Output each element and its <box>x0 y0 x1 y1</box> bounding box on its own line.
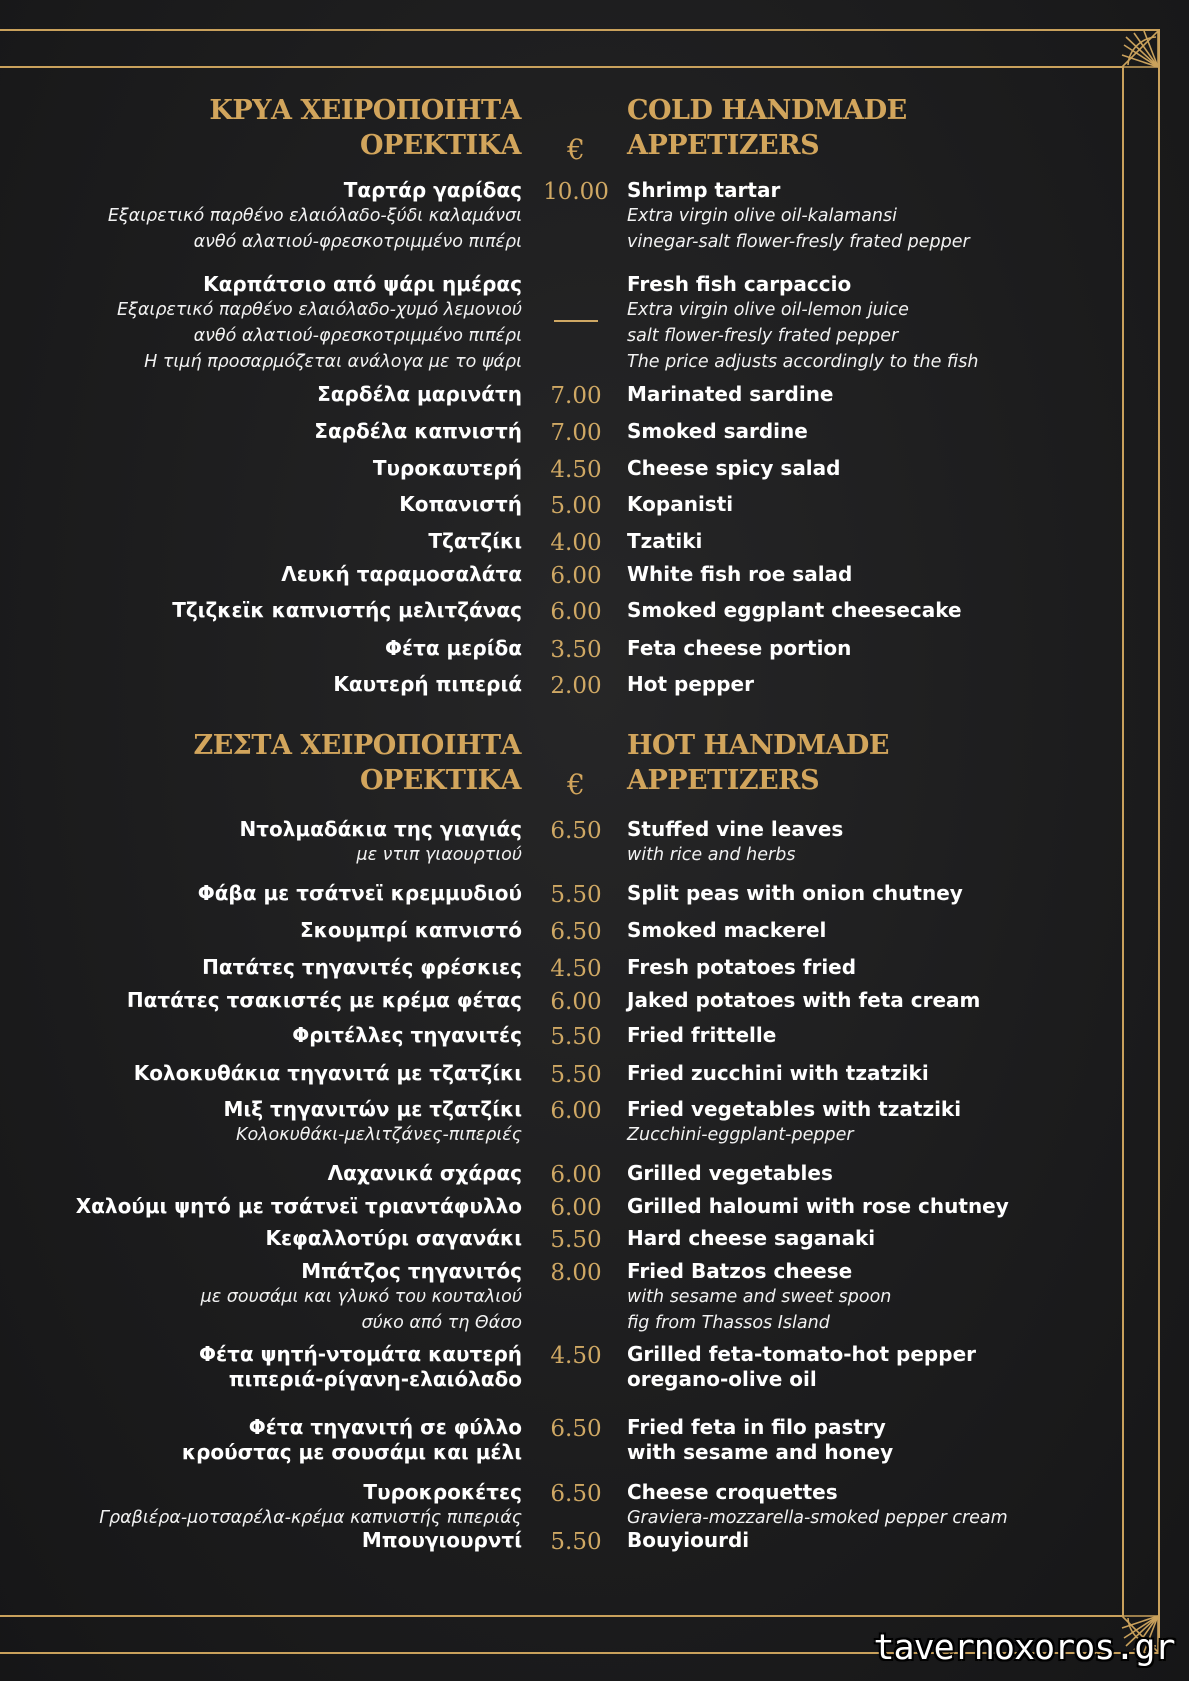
item-name-english: Kopanisti <box>627 492 734 516</box>
item-description-english: salt flower-fresly frated pepper <box>627 326 899 346</box>
english-text <box>627 1194 1009 1219</box>
item-price: 4.50 <box>550 457 602 483</box>
item-name-greek: Φέτα τηγανιτή σε φύλλο <box>248 1415 522 1439</box>
item-price: 4.00 <box>550 530 602 556</box>
item-name-greek: Λευκή ταραμοσαλάτα <box>281 562 522 586</box>
item-description-english: Extra virgin olive oil-lemon juice <box>627 300 909 320</box>
item-name-greek: Φάβα με τσάτνεϊ κρεμμυδιού <box>197 881 522 905</box>
english-text <box>627 1226 875 1251</box>
english-text <box>627 419 808 444</box>
greek-text <box>300 918 522 943</box>
item-description-english: Extra virgin olive oil-kalamansi <box>627 206 897 226</box>
greek-text <box>134 1061 522 1086</box>
item-price: 7.00 <box>550 383 602 409</box>
item-price: 6.50 <box>550 1416 602 1442</box>
item-name-greek: Τζιζκεϊκ καπνιστής μελιτζάνας <box>172 598 522 622</box>
currency-symbol: € <box>567 133 585 166</box>
item-price: 6.00 <box>550 1195 602 1221</box>
item-name-greek: Σκουμπρί καπνιστό <box>300 918 522 942</box>
item-name-greek: Μπάτζος τηγανιτός <box>301 1259 522 1283</box>
frame-top-outer <box>0 29 1160 31</box>
greek-text <box>328 1161 522 1186</box>
english-text <box>627 382 834 407</box>
title-line: COLD HANDMADE <box>627 95 907 126</box>
currency-symbol: € <box>567 768 585 801</box>
item-name-english: Cheese spicy salad <box>627 456 841 480</box>
item-name-greek: Τυροκαυτερή <box>372 456 522 480</box>
english-text <box>627 918 826 943</box>
greek-text <box>317 382 522 407</box>
item-name-english: White fish roe salad <box>627 562 853 586</box>
item-description-greek: ανθό αλατιού-φρεσκοτριμμένο πιπέρι <box>193 232 522 252</box>
item-description-english: The price adjusts accordingly to the fish <box>627 352 979 372</box>
english-text <box>627 272 978 375</box>
item-name-english: Fresh fish carpaccio <box>627 272 852 296</box>
item-price: 6.00 <box>550 563 602 589</box>
item-price: 4.50 <box>550 1343 602 1369</box>
item-name-greek: Μιξ τηγανιτών με τζατζίκι <box>223 1097 522 1121</box>
english-text <box>627 178 970 255</box>
section-title-greek <box>209 93 521 163</box>
item-name-english: Tzatiki <box>627 529 703 553</box>
title-line: HOT HANDMADE <box>627 730 889 761</box>
greek-text <box>362 1528 522 1553</box>
greek-text <box>399 492 522 517</box>
greek-text <box>108 178 522 255</box>
item-description-english: Graviera-mozzarella-smoked pepper cream <box>627 1508 1008 1528</box>
item-name-greek: Καυτερή πιπεριά <box>333 672 522 696</box>
item-name-greek: Πατάτες τηγανιτές φρέσκιες <box>202 955 522 979</box>
item-description-english: fig from Thassos Island <box>627 1313 830 1333</box>
item-price: 2.00 <box>550 673 602 699</box>
item-name-english: Cheese croquettes <box>627 1480 838 1504</box>
item-price: 4.50 <box>550 956 602 982</box>
item-name-greek: Μπουγιουρντί <box>361 1528 522 1552</box>
greek-text <box>199 1342 522 1392</box>
greek-text <box>172 598 522 623</box>
english-text <box>627 1023 776 1048</box>
item-description-greek: Γραβιέρα-μοτσαρέλα-κρέμα καπνιστής πιπεριάς <box>99 1508 522 1528</box>
item-name-english: Hot pepper <box>627 672 754 696</box>
item-name-english: Fresh potatoes fried <box>627 955 857 979</box>
title-line: ΖΕΣΤΑ ΧΕΙΡΟΠΟΙΗΤΑ <box>193 730 521 761</box>
english-text <box>627 1342 976 1392</box>
item-name-greek: κρούστας με σουσάμι και μέλι <box>181 1440 522 1464</box>
item-name-greek: Τυροκροκέτες <box>363 1480 522 1504</box>
item-price: 6.00 <box>550 599 602 625</box>
greek-text <box>314 419 522 444</box>
item-description-greek: με σουσάμι και γλυκό του κουταλιού <box>200 1287 522 1307</box>
item-name-english: Feta cheese portion <box>627 636 852 660</box>
greek-text <box>333 672 522 697</box>
english-text <box>627 1061 929 1086</box>
item-name-english: Grilled feta-tomato-hot pepper <box>627 1342 976 1366</box>
item-description-english: vinegar-salt flower-fresly frated pepper <box>627 232 970 252</box>
item-price: 6.50 <box>550 919 602 945</box>
item-price: 6.00 <box>550 989 602 1015</box>
item-name-english: Smoked sardine <box>627 419 808 443</box>
item-name-greek: Σαρδέλα μαρινάτη <box>317 382 522 406</box>
item-description-greek: ανθό αλατιού-φρεσκοτριμμένο πιπέρι <box>193 326 522 346</box>
english-text <box>627 1161 833 1186</box>
item-name-english: Smoked mackerel <box>627 918 827 942</box>
greek-text <box>201 1259 522 1336</box>
item-description-greek: σύκο από τη Θάσο <box>361 1313 522 1333</box>
frame-right-outer <box>1158 29 1160 1654</box>
item-price: 6.50 <box>550 818 602 844</box>
section-title-english <box>627 728 889 798</box>
greek-text <box>428 529 522 554</box>
item-price: 5.50 <box>550 882 602 908</box>
title-line: APPETIZERS <box>627 765 820 796</box>
item-price: 5.50 <box>550 1062 602 1088</box>
item-name-greek: Πατάτες τσακιστές με κρέμα φέτας <box>126 988 522 1012</box>
frame-right-inner <box>1122 66 1124 1617</box>
item-name-greek: Ντολμαδάκια της γιαγιάς <box>239 817 522 841</box>
greek-text <box>127 988 522 1013</box>
item-name-english: Shrimp tartar <box>627 178 781 202</box>
english-text <box>627 955 856 980</box>
item-description-english: Zucchini-eggplant-pepper <box>627 1125 854 1145</box>
item-name-english: Marinated sardine <box>627 382 834 406</box>
item-name-english: oregano-olive oil <box>627 1367 817 1391</box>
item-name-english: Smoked eggplant cheesecake <box>627 598 962 622</box>
item-name-english: Fried Batzos cheese <box>627 1259 853 1283</box>
watermark: tavernoxoros.gr <box>873 1628 1175 1668</box>
item-description-greek: Εξαιρετικό παρθένο ελαιόλαδο-χυμό λεμονιού <box>117 300 522 320</box>
item-description-english: with rice and herbs <box>627 845 796 865</box>
item-name-english: Fried vegetables with tzatziki <box>627 1097 962 1121</box>
english-text <box>627 1528 749 1553</box>
title-line: APPETIZERS <box>627 130 820 161</box>
english-text <box>627 492 733 517</box>
greek-text <box>99 1480 522 1531</box>
item-name-greek: Χαλούμι ψητό με τσάτνεϊ τριαντάφυλλο <box>75 1194 522 1218</box>
item-description-greek: Εξαιρετικό παρθένο ελαιόλαδο-ξύδι καλαμάνσι <box>107 206 522 226</box>
item-name-greek: Ταρτάρ γαρίδας <box>343 178 522 202</box>
item-name-english: with sesame and honey <box>627 1440 894 1464</box>
item-name-greek: Σαρδέλα καπνιστή <box>314 419 522 443</box>
item-name-greek: Καρπάτσιο από ψάρι ημέρας <box>203 272 522 296</box>
item-price: 5.50 <box>550 1227 602 1253</box>
item-description-english: with sesame and sweet spoon <box>627 1287 892 1307</box>
title-line: ΟΡΕΚΤΙΚΑ <box>359 130 521 161</box>
english-text <box>627 1415 893 1465</box>
english-text <box>627 988 980 1013</box>
english-text <box>627 672 754 697</box>
greek-text <box>76 1194 522 1219</box>
english-text <box>627 1480 1008 1531</box>
english-text <box>627 1259 891 1336</box>
english-text <box>627 817 843 868</box>
item-price: 5.50 <box>550 1529 602 1555</box>
greek-text <box>266 1226 522 1251</box>
item-price: 5.50 <box>550 1024 602 1050</box>
item-price: 6.00 <box>550 1098 602 1124</box>
title-line: ΟΡΕΚΤΙΚΑ <box>359 765 521 796</box>
item-price: 6.00 <box>550 1162 602 1188</box>
english-text <box>627 456 840 481</box>
item-name-greek: Λαχανικά σχάρας <box>327 1161 522 1185</box>
item-price: 6.50 <box>550 1481 602 1507</box>
greek-text <box>182 1415 522 1465</box>
item-price: 10.00 <box>543 179 609 205</box>
item-name-english: Split peas with onion chutney <box>627 881 963 905</box>
greek-text <box>292 1023 522 1048</box>
english-text <box>627 529 702 554</box>
item-name-english: Jaked potatoes with feta cream <box>627 988 981 1012</box>
item-name-english: Grilled haloumi with rose chutney <box>627 1194 1009 1218</box>
item-name-greek: πιπεριά-ρίγανη-ελαιόλαδο <box>228 1367 522 1391</box>
item-name-english: Hard cheese saganaki <box>627 1226 876 1250</box>
item-name-greek: Φέτα ψητή-ντομάτα καυτερή <box>199 1342 522 1366</box>
item-name-greek: Κοπανιστή <box>399 492 522 516</box>
section-title-greek <box>194 728 522 798</box>
english-text <box>627 598 962 623</box>
greek-text <box>281 562 522 587</box>
item-name-greek: Κεφαλλοτύρι σαγανάκι <box>265 1226 522 1250</box>
item-price: 5.00 <box>550 493 602 519</box>
english-text <box>627 562 852 587</box>
greek-text <box>373 456 522 481</box>
item-description-greek: Η τιμή προσαρμόζεται ανάλογα με το ψάρι <box>144 352 522 372</box>
item-description-greek: με ντιπ γιαουρτιού <box>356 845 522 865</box>
corner-fan-top-icon <box>1120 29 1160 69</box>
english-text <box>627 881 963 906</box>
item-name-greek: Τζατζίκι <box>428 529 522 553</box>
item-name-greek: Φριτέλλες τηγανιτές <box>292 1023 522 1047</box>
section-title-english <box>627 93 907 163</box>
greek-text <box>239 817 522 868</box>
item-name-greek: Κολοκυθάκια τηγανιτά με τζατζίκι <box>133 1061 522 1085</box>
item-name-english: Grilled vegetables <box>627 1161 833 1185</box>
title-line: ΚΡΥΑ ΧΕΙΡΟΠΟΙΗΤΑ <box>209 95 521 126</box>
english-text <box>627 636 851 661</box>
greek-text <box>385 636 522 661</box>
price-dash <box>554 320 598 322</box>
greek-text <box>198 881 522 906</box>
item-description-greek: Κολοκυθάκι-μελιτζάνες-πιπεριές <box>236 1125 522 1145</box>
item-name-english: Fried feta in filo pastry <box>627 1415 886 1439</box>
item-name-english: Stuffed vine leaves <box>627 817 844 841</box>
item-price: 7.00 <box>550 420 602 446</box>
greek-text <box>202 955 522 980</box>
english-text <box>627 1097 961 1148</box>
item-price: 8.00 <box>550 1260 602 1286</box>
greek-text <box>117 272 522 375</box>
frame-top-inner <box>0 66 1124 68</box>
item-name-greek: Φέτα μερίδα <box>384 636 522 660</box>
item-price: 3.50 <box>550 637 602 663</box>
item-name-english: Bouyiourdi <box>627 1528 750 1552</box>
item-name-english: Fried frittelle <box>627 1023 777 1047</box>
item-name-english: Fried zucchini with tzatziki <box>627 1061 929 1085</box>
greek-text <box>224 1097 523 1148</box>
